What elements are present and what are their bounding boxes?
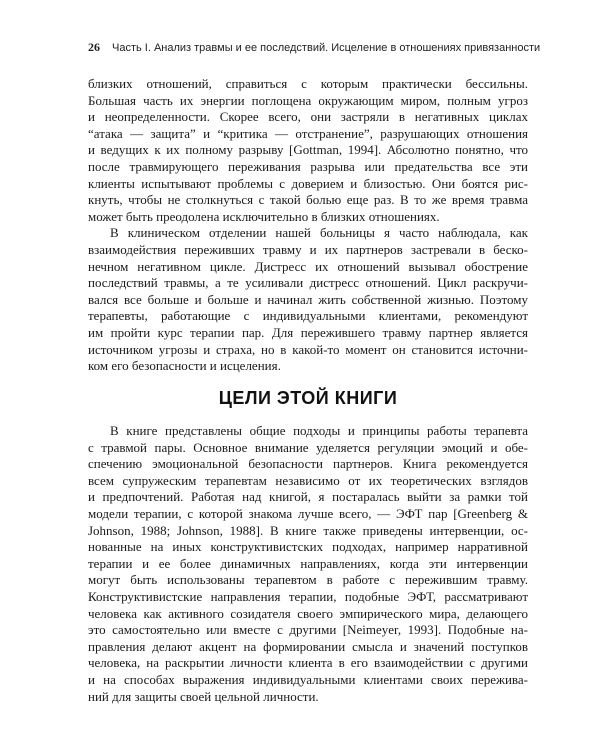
text-line: это самостоятельно или вместе с другими [Neimeyer, 1993]. Подобные на- bbox=[88, 622, 528, 638]
text-line: и предпочтений. Работая над книгой, я постаралась выйти за рамки той bbox=[88, 489, 528, 505]
text-line: нованные на иных конструктивистских подходах, например нарративной bbox=[88, 539, 528, 555]
running-head-title: Часть I. Анализ травмы и ее последствий. Исцеление в отношениях привязанности bbox=[112, 42, 541, 54]
text-line: Конструктивистские направления терапии, подобные ЭФТ, рассматривают bbox=[88, 588, 528, 604]
text-line: с травмой пары. Основное внимание уделяется регуляции эмоций и обе- bbox=[88, 439, 528, 455]
text-line: всем супружеским терапевтам независимо от их теоретических взглядов bbox=[88, 472, 528, 488]
text-line: правления делают акцент на формировании смысла и значений поступков bbox=[88, 638, 528, 654]
text-line: последствий травмы, а те усиливали дистресс отношений. Цикл раскручи- bbox=[88, 275, 528, 291]
text-line: терапевты, работающие с индивидуальными клиентами, рекомендуют bbox=[88, 308, 528, 324]
text-line: источником угрозы и страха, но в какой-то момент он становится источни- bbox=[88, 341, 528, 357]
text-line: и ведущих к их полному разрыву [Gottman, 1994]. Абсолютно понятно, что bbox=[88, 142, 528, 158]
text-line: после травмирующего переживания разрыва или предательства все эти bbox=[88, 158, 528, 174]
text-line: В книге представлены общие подходы и принципы работы терапевта bbox=[110, 423, 528, 438]
text-line: кнуть, чтобы не столкнуться с такой болью еще раз. В то же время травма bbox=[88, 192, 528, 208]
text-line: Johnson, 1988; Johnson, 1988]. В книге также приведены интервенции, ос- bbox=[88, 522, 528, 538]
text-line: модели терапии, с которой знакома лучше всего, — ЭФТ пар [Greenberg & bbox=[88, 505, 528, 521]
text-line: может быть преодолена исключительно в близких отношениях. bbox=[88, 208, 440, 224]
running-head bbox=[88, 40, 541, 56]
text-line: и на способах выражения индивидуальными клиентами своих пережива- bbox=[88, 671, 528, 687]
text-line: человека как активного созидателя своего эмпирического мира, делающего bbox=[88, 605, 528, 621]
text-line: Большая часть их энергии поглощена окружающим миром, полным угроз bbox=[88, 92, 528, 108]
text-line: человека, на раскрытии личности клиента в его взаимодействии с другими bbox=[88, 655, 528, 671]
text-line: вался все больше и больше и начинал жить собственной жизнью. Поэтому bbox=[88, 291, 528, 307]
text-line: спечению эмоциональной безопасности партнеров. Книга рекомендуется bbox=[88, 456, 528, 472]
text-line: близких отношений, справиться с которым практически бессильны. bbox=[88, 76, 528, 91]
text-line: им пройти курс терапии пар. Для пережившего травму партнер является bbox=[88, 324, 528, 340]
section-heading: ЦЕЛИ ЭТОЙ КНИГИ bbox=[218, 388, 398, 408]
paragraph bbox=[88, 225, 528, 374]
text-line: взаимодействия переживших травму и их партнеров застревали в беско- bbox=[88, 241, 528, 257]
text-line: В клиническом отделении нашей больницы я часто наблюдала, как bbox=[110, 225, 528, 241]
text-line: ний для защиты своей цельной личности. bbox=[88, 688, 319, 704]
text-line: нечном негативном цикле. Дистресс их отношений вызывал обострение bbox=[88, 258, 528, 274]
text-line: клиенты испытывают проблемы с доверием и близостью. Они боятся рис- bbox=[88, 175, 528, 191]
text-line: и неопределенности. Скорее всего, они застряли в негативных циклах bbox=[88, 109, 528, 125]
page-number: 26 bbox=[88, 40, 100, 54]
paragraph bbox=[88, 76, 528, 225]
text-line: могут быть использованы терапевтом в работе с пережившим травму. bbox=[88, 572, 528, 588]
text-line: “атака — защита” и “критика — отстранение”, разрушающих отношения bbox=[88, 125, 528, 141]
body-text-bottom bbox=[88, 423, 528, 705]
text-line: ком его безопасности и исцеления. bbox=[88, 358, 281, 374]
text-line: терапии и ее более динамичных направлениях, когда эти интервенции bbox=[88, 555, 528, 571]
paragraph bbox=[88, 423, 528, 705]
body-text-top bbox=[88, 76, 528, 375]
